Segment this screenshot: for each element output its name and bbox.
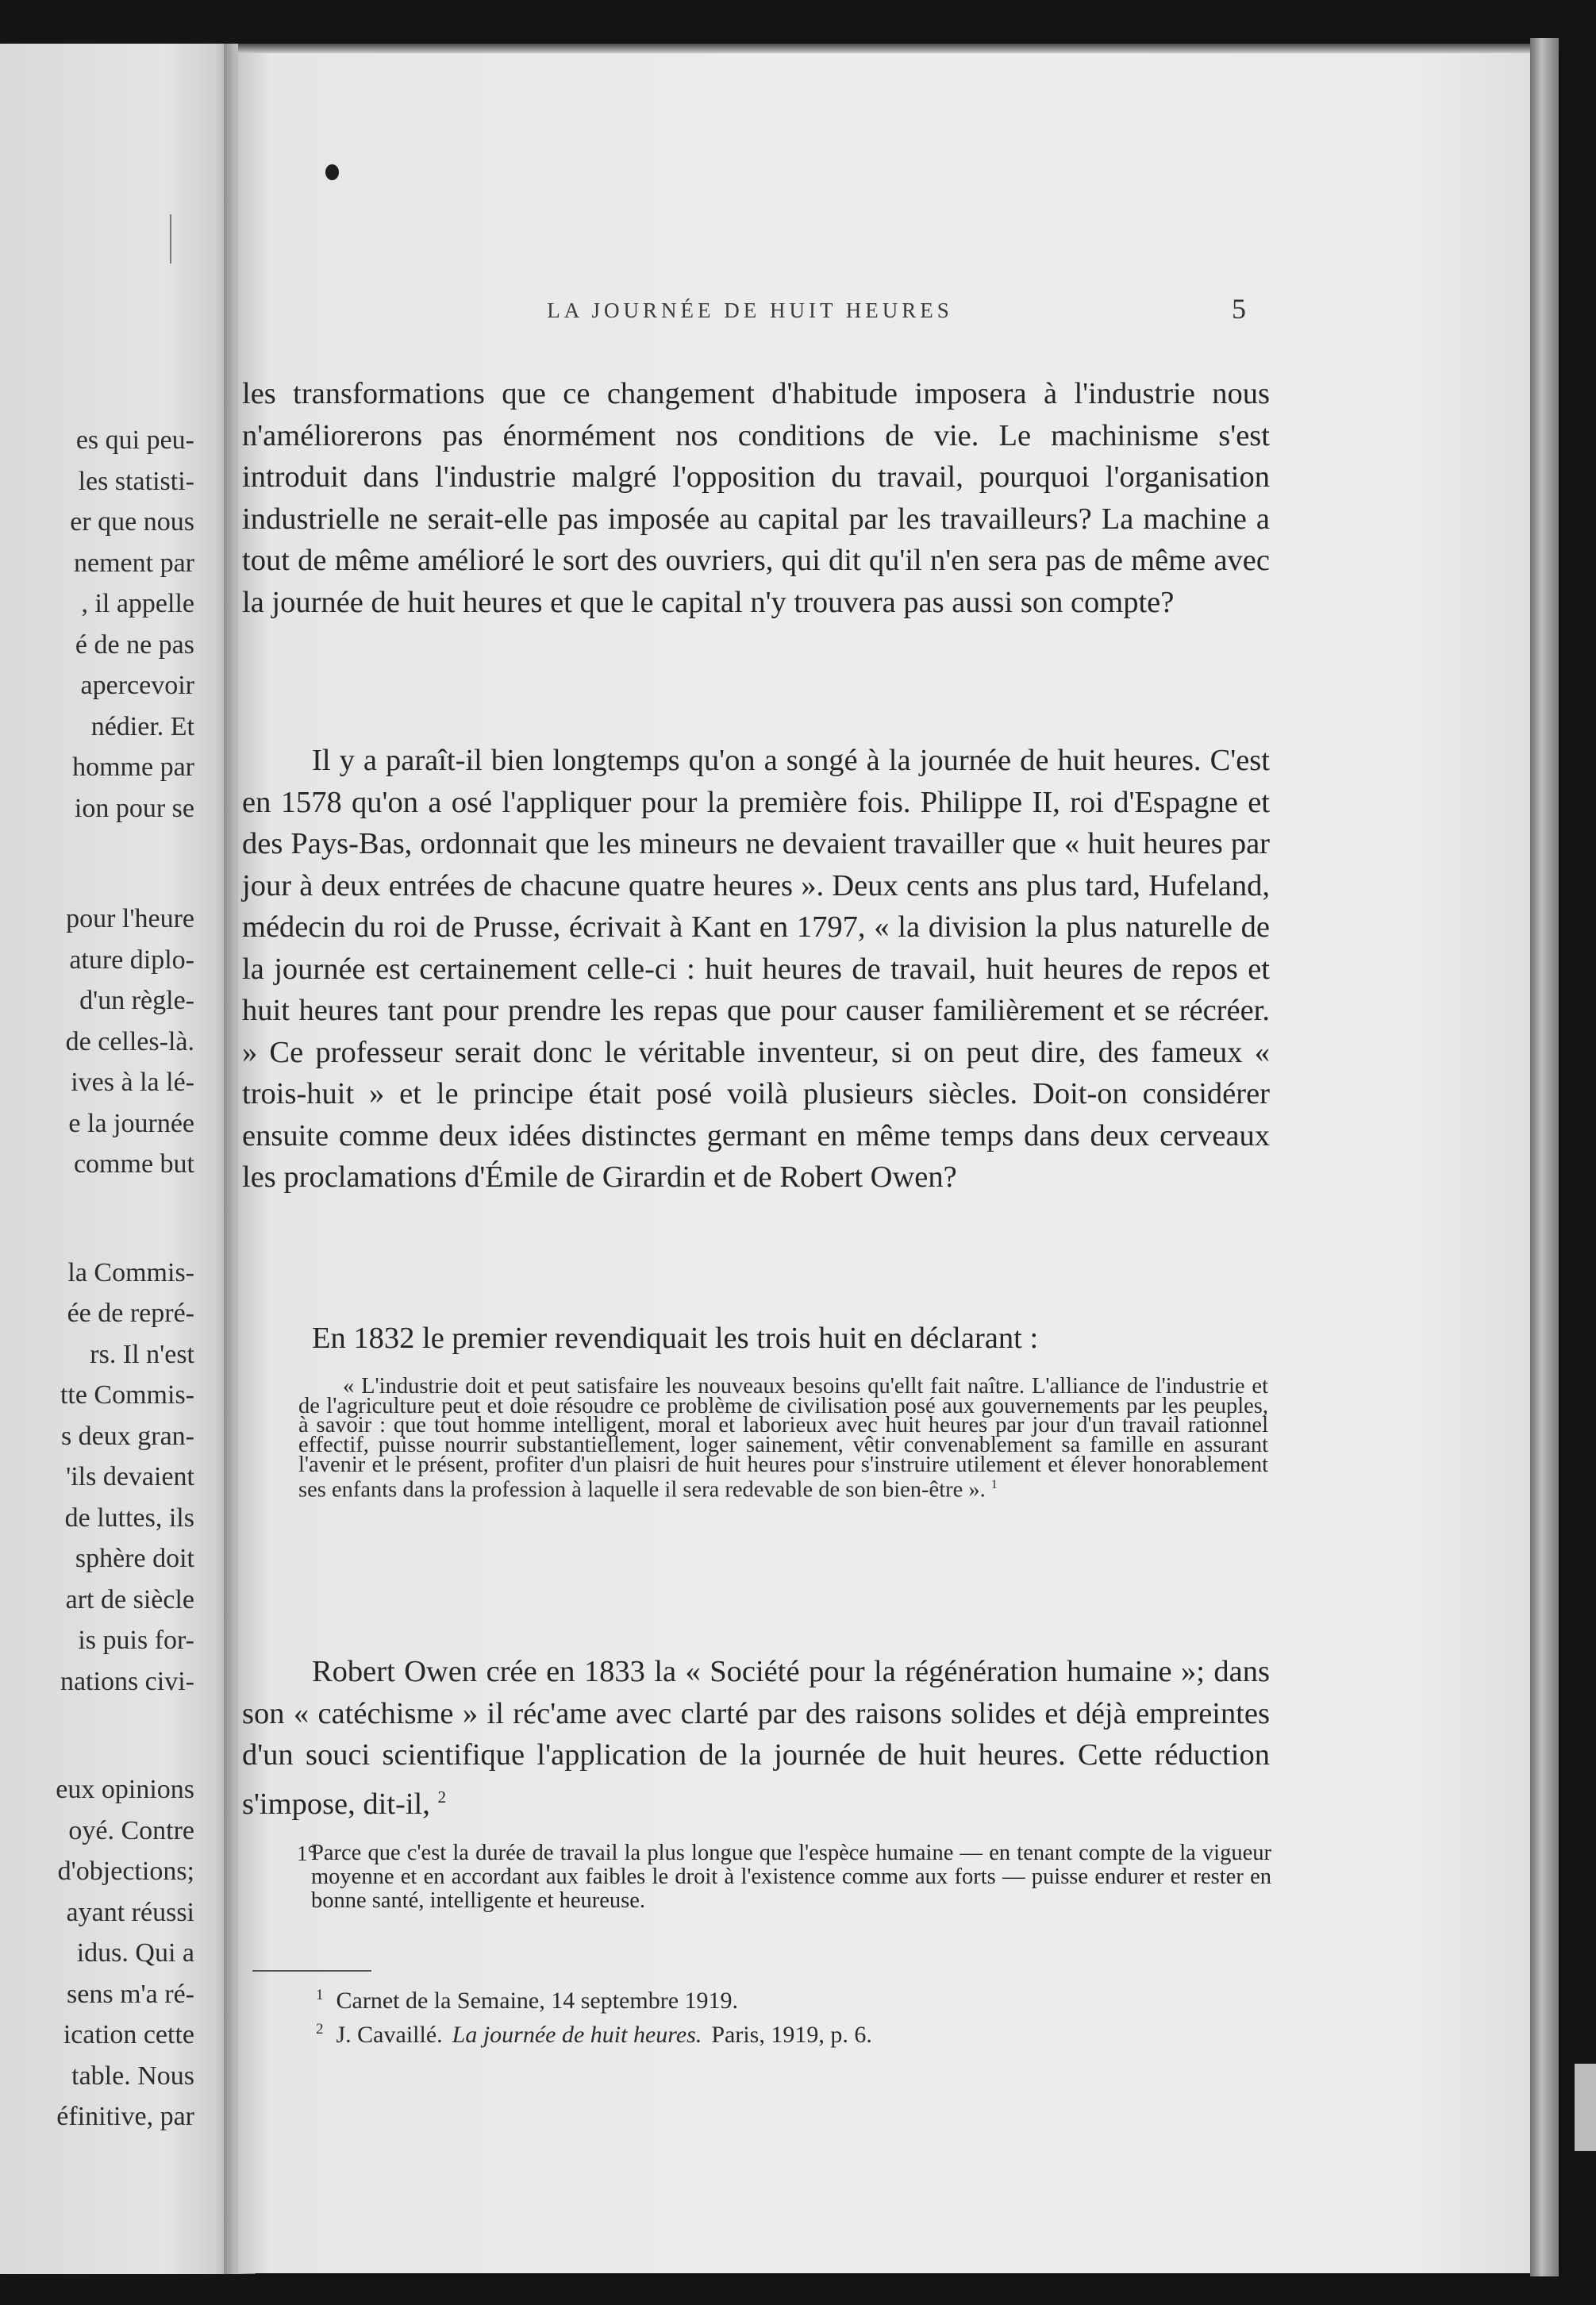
footnote-2-imprint: Paris, 1919, p. 6.	[711, 2022, 872, 2048]
owen-note-number: 1°	[297, 1841, 317, 1865]
left-page-line: nédier. Et	[90, 711, 194, 741]
owen-note-text: Parce que c'est la durée de travail la plus longue que l'espèce humaine — en tenant compte de la vigueur moyenne et en accordant aux faibles le droit à l'existence comme aux forts — puisse endurer et rester en bonne santé, intelligente et heureuse.	[311, 1841, 1271, 1913]
girardin-quote	[298, 1374, 1268, 1503]
footnote-1	[316, 1987, 738, 2014]
left-page-line: de celles-là.	[65, 1026, 194, 1056]
footnote-2-mark: 2	[316, 2021, 324, 2038]
left-page-line: sphère doit	[75, 1544, 194, 1573]
scan-edge-mark	[1575, 2064, 1596, 2151]
page-right-edge	[1530, 38, 1559, 2276]
left-page-mark	[170, 214, 171, 264]
left-page-line: ives à la lé-	[71, 1068, 194, 1097]
left-page-line: apercevoir	[80, 671, 194, 700]
left-page-line: e la journée	[68, 1108, 194, 1138]
page-number: 5	[1232, 293, 1246, 325]
left-page-line: les statisti-	[78, 466, 194, 496]
paragraph-2-block	[242, 740, 1270, 1199]
paragraph-owen	[242, 1651, 1270, 1825]
left-page-line: rs. Il n'est	[90, 1339, 194, 1369]
left-page	[0, 44, 234, 2274]
left-page-line: sens m'a ré-	[67, 1979, 194, 2009]
left-page-line: homme par	[72, 752, 194, 782]
left-page-line: nations civi-	[60, 1666, 194, 1696]
left-page-line: de luttes, ils	[64, 1503, 194, 1533]
owen-note-ref: 2	[437, 1787, 447, 1807]
left-page-line: pour l'heure	[66, 904, 194, 933]
left-page-line: é de ne pas	[75, 629, 194, 660]
left-page-line: ication cette	[63, 2020, 194, 2049]
left-page-line: , il appelle	[81, 589, 194, 618]
paragraph-owen-block	[242, 1651, 1270, 1825]
footnote-2	[316, 2021, 872, 2049]
paragraph-1-block	[242, 373, 1270, 623]
quote-text: « L'industrie doit et peut satisfaire les nouveaux besoins qu'ellt fait naître. L'alliance de l'industrie et de l'agriculture peut et doie résoudre ce problème de civilisation posé aux gouvernements par les peuples, à savoir : que tout homme intelligent, moral et laborieux avec huit heures par jour d'un travail rationnel effectif, puisse nourrir substantiellement, loger sainement, vêtir convenablement sa famille en assurant l'avenir et le présent, profiter d'un plaisri de huit heures pour s'instruire utilement et élever honorablement ses enfants dans la profession à laquelle il sera redevable de son bien-être ».	[298, 1374, 1268, 1503]
page-top-edge	[238, 44, 1556, 53]
owen-text: Robert Owen crée en 1833 la « Société pour la régénération humaine »; dans son « catéchisme » il réc'ame avec clarté par des raisons solides et déjà empreintes d'un souci scientifique l'application de la journée de huit heures. Cette réduction s'impose, dit-il,	[242, 1655, 1270, 1821]
left-page-line: ion pour se	[74, 793, 194, 823]
paragraph-3-block	[242, 1318, 1270, 1360]
left-page-line: art de siècle	[65, 1584, 194, 1614]
left-page-line: es qui peu-	[75, 425, 194, 455]
owen-note	[297, 1841, 1271, 1913]
left-page-line: nement par	[74, 548, 194, 578]
left-page-line: ayant réussi	[66, 1897, 194, 1927]
left-page-line: tte Commis-	[60, 1380, 194, 1410]
left-page-line: table. Nous	[71, 2061, 194, 2091]
left-page-line: comme but	[73, 1149, 194, 1179]
footnote-1-text: Carnet de la Semaine, 14 septembre 1919.	[336, 1988, 739, 2014]
footnote-1-mark: 1	[316, 1987, 324, 2003]
footnote-2-author: J. Cavaillé.	[336, 2022, 443, 2048]
left-page-line: idus. Qui a	[76, 1938, 194, 1968]
left-page-line: s deux gran-	[60, 1421, 194, 1451]
left-page-line: éfinitive, par	[56, 2102, 194, 2131]
footnote-rule	[252, 1970, 371, 1972]
left-page-line: eux opinions	[56, 1775, 194, 1804]
left-page-line: er que nous	[70, 507, 194, 537]
quote-note-ref: 1	[990, 1477, 998, 1491]
ink-dot	[325, 164, 339, 180]
left-page-line: 'ils devaient	[66, 1462, 194, 1491]
paragraph-2: Il y a paraît-il bien longtemps qu'on a songé à la journée de huit heures. C'est en 1578 qu'on a osé l'appliquer pour la première fois. Philippe II, roi d'Espagne et des Pays-Bas, ordonnait que les mineurs ne devaient travailler que « huit heures par jour à deux entrées de chacune quatre heures ». Deux cents ans plus tard, Hufeland, médecin du roi de Prusse, écrivait à Kant en 1797, « la division la plus naturelle de la journée est certainement celle-ci : huit heures de travail, huit heures de repos et huit heures tant pour prendre les repas que pour causer familièrement et se récréer. » Ce professeur serait donc le véritable inventeur, si on peut dire, des fameux « trois-huit » et le principe était posé voilà plusieurs siècles. Doit-on considérer ensuite comme deux idées distinctes germant en même temps dans deux cerveaux les proclamations d'Émile de Girardin et de Robert Owen?	[242, 744, 1270, 1194]
left-page-line: la Commis-	[67, 1257, 194, 1287]
left-page-line: d'un règle-	[79, 986, 194, 1015]
left-page-line: ée de repré-	[67, 1299, 194, 1328]
left-page-line: oyé. Contre	[68, 1815, 194, 1845]
left-page-line: is puis for-	[78, 1626, 194, 1655]
paragraph-3: En 1832 le premier revendiquait les trois huit en déclarant :	[312, 1322, 1039, 1355]
running-head: LA JOURNÉE DE HUIT HEURES	[547, 298, 953, 322]
footnote-2-title: La journée de huit heures.	[452, 2022, 702, 2048]
left-page-line: ature diplo-	[69, 945, 194, 975]
left-page-line: d'objections;	[57, 1857, 194, 1886]
paragraph-1: les transformations que ce changement d'habitude imposera à l'industrie nous n'améliorerons pas énormément nos conditions de vie. Le machinisme s'est introduit dans l'industrie malgré l'opposition du travail, pourquoi l'organisation industrielle ne serait-elle pas imposée au capital par les travailleurs? La machine a tout de même amélioré le sort des ouvriers, qui dit qu'il n'en sera pas de même avec la journée de huit heures et que le capital n'y trouvera pas aussi son compte?	[242, 377, 1270, 619]
